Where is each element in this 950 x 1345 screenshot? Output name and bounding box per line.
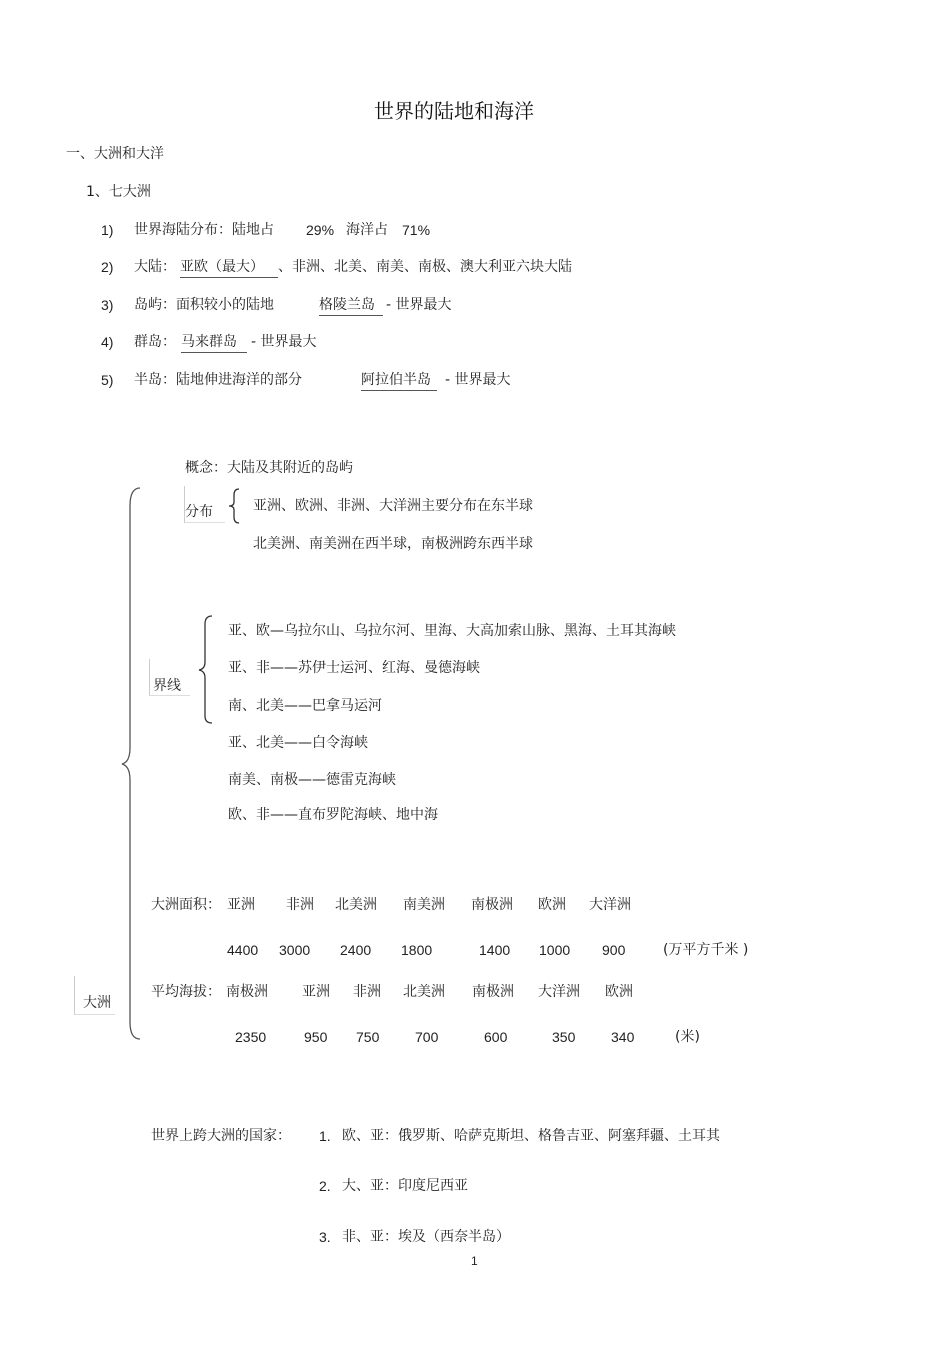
list-item: 2) 大陆： 亚欧（最大） 、非洲、北美、南美、南极、澳大利亚六块大陆 xyxy=(101,258,113,277)
underlined-answer: 马来群岛 xyxy=(181,333,247,353)
table-cell: 南极洲 xyxy=(472,984,514,1000)
list-item: 4) 群岛： 马来群岛 - 世界最大 xyxy=(101,333,113,352)
subsection-heading: 1、七大洲 xyxy=(86,184,151,200)
table-cell: 大洋洲 xyxy=(589,897,631,913)
underlined-answer: 亚欧（最大） xyxy=(180,258,278,278)
list-item: 3. 非、亚：埃及（西奈半岛） xyxy=(319,1229,510,1245)
large-brace xyxy=(118,486,144,1042)
table-cell: 大洋洲 xyxy=(538,984,580,1000)
border-line: 亚、北美——白令海峡 xyxy=(228,735,368,751)
border-label-box xyxy=(149,659,190,696)
table-cell: 1400 xyxy=(479,942,511,958)
table-cell: 亚洲 xyxy=(227,897,255,913)
table-cell: 750 xyxy=(356,1029,380,1045)
table-cell: 非洲 xyxy=(353,984,381,1000)
page-number: 1 xyxy=(471,1254,478,1268)
concept-text: 概念：大陆及其附近的岛屿 xyxy=(185,460,353,476)
root-label-box xyxy=(74,976,115,1015)
list-item: 1. 欧、亚：俄罗斯、哈萨克斯坦、格鲁吉亚、阿塞拜疆、土耳其 xyxy=(319,1128,720,1144)
table-cell: 南美洲 xyxy=(403,897,445,913)
table-cell: 南极洲 xyxy=(226,984,268,1000)
table-cell: 欧洲 xyxy=(538,897,566,913)
unit-label: (米) xyxy=(675,1029,700,1045)
table-cell: 3000 xyxy=(279,942,311,958)
table-cell: 4400 xyxy=(227,942,259,958)
dist-label-box xyxy=(184,486,225,523)
border-line: 欧、非——直布罗陀海峡、地中海 xyxy=(228,807,438,823)
underlined-answer: 格陵兰岛 xyxy=(319,296,383,316)
table-cell: 900 xyxy=(602,942,626,958)
altitude-label: 平均海拔： xyxy=(151,984,221,1000)
table-cell: 350 xyxy=(552,1029,576,1045)
border-label: 界线 xyxy=(153,678,181,694)
table-cell: 700 xyxy=(415,1029,439,1045)
dist-line: 亚洲、欧洲、非洲、大洋洲主要分布在东半球 xyxy=(253,498,533,514)
dist-line: 北美洲、南美洲在西半球，南极洲跨东西半球 xyxy=(253,536,533,552)
border-line: 南美、南极——德雷克海峡 xyxy=(228,772,396,788)
page-title: 世界的陆地和海洋 xyxy=(374,99,534,123)
border-line: 亚、非——苏伊士运河、红海、曼德海峡 xyxy=(228,660,480,676)
dist-label: 分布 xyxy=(185,504,213,520)
table-cell: 亚洲 xyxy=(302,984,330,1000)
border-line: 南、北美——巴拿马运河 xyxy=(228,698,382,714)
root-label: 大洲 xyxy=(83,995,111,1011)
table-cell: 欧洲 xyxy=(605,984,633,1000)
small-brace xyxy=(226,487,242,525)
table-cell: 南极洲 xyxy=(471,897,513,913)
table-cell: 北美洲 xyxy=(335,897,377,913)
list-item: 5) 半岛：陆地伸进海洋的部分 阿拉伯半岛 - 世界最大 xyxy=(101,371,113,390)
table-cell: 非洲 xyxy=(286,897,314,913)
table-cell: 2400 xyxy=(340,942,372,958)
unit-label: (万平方千米 ) xyxy=(663,942,749,958)
table-cell: 600 xyxy=(484,1029,508,1045)
border-line: 亚、欧—乌拉尔山、乌拉尔河、里海、大高加索山脉、黑海、土耳其海峡 xyxy=(228,623,676,639)
underlined-answer: 阿拉伯半岛 xyxy=(361,371,437,391)
table-cell: 340 xyxy=(611,1029,635,1045)
table-cell: 1800 xyxy=(401,942,433,958)
list-item: 2. 大、亚：印度尼西亚 xyxy=(319,1178,468,1194)
table-cell: 950 xyxy=(304,1029,328,1045)
cross-label: 世界上跨大洲的国家： xyxy=(151,1128,291,1144)
table-cell: 1000 xyxy=(539,942,571,958)
table-cell: 北美洲 xyxy=(403,984,445,1000)
border-brace xyxy=(196,614,216,726)
section-heading: 一、大洲和大洋 xyxy=(66,146,164,162)
list-item: 1) 世界海陆分布：陆地占 29% 海洋占 71% xyxy=(101,222,431,238)
list-item: 3) 岛屿：面积较小的陆地 格陵兰岛 - 世界最大 xyxy=(101,296,113,315)
table-cell: 2350 xyxy=(235,1029,267,1045)
area-label: 大洲面积： xyxy=(151,897,221,913)
